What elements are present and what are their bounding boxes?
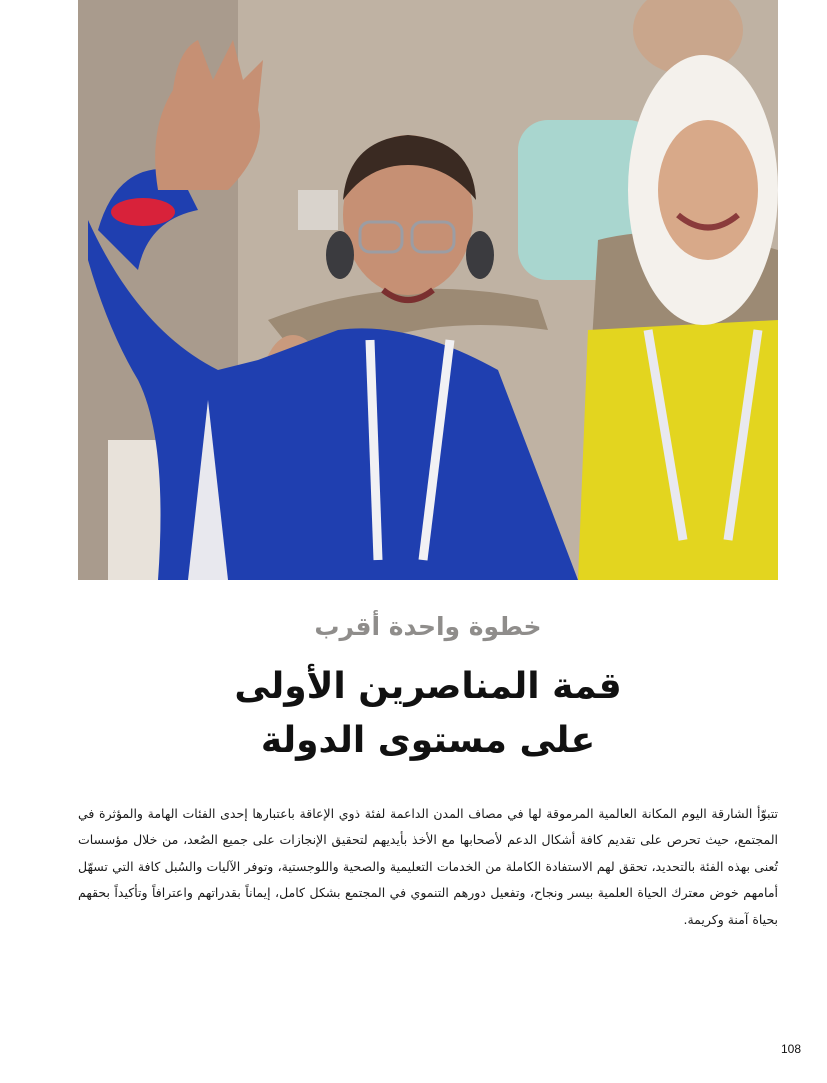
page-number: 108 bbox=[780, 1042, 801, 1056]
title-line-2: على مستوى الدولة bbox=[260, 720, 596, 761]
subtitle: خطوة واحدة أقرب bbox=[314, 612, 542, 641]
body-paragraph: تتبوّأ الشارقة اليوم المكانة العالمية المرموقة لها في مصاف المدن الداعمة لفئة ذوي الإعاقة باعتبارها إحدى الفئات الهامة والمؤثرة في المجتمع، حيث تحرص على تقديم كافة أشكال الدعم لأصحابها مع الأخذ بأيديهم لتحقيق الإنجازات على جميع الصُعد، من خلال مؤسسات تُعنى بهذه الفئة بالتحديد، تحقق لهم الاستفادة الكاملة من الخدمات التعليمية والصحية واللوجستية، وتوفر الآليات والسُبل كافة التي تسهّل أمامهم خوض معترك الحياة العلمية بيسر ونجاح، وتفعيل دورهم التنموي في المجتمع بشكل كامل، إيماناً بقدراتهم واعترافاً وتأكيداً بحقهم بحياة آمنة وكريمة. bbox=[78, 805, 778, 927]
hero-illustration bbox=[78, 0, 778, 580]
hero-photo bbox=[78, 0, 778, 580]
page-title bbox=[78, 660, 778, 768]
title-line-1: قمة المناصرين الأولى bbox=[234, 666, 622, 707]
